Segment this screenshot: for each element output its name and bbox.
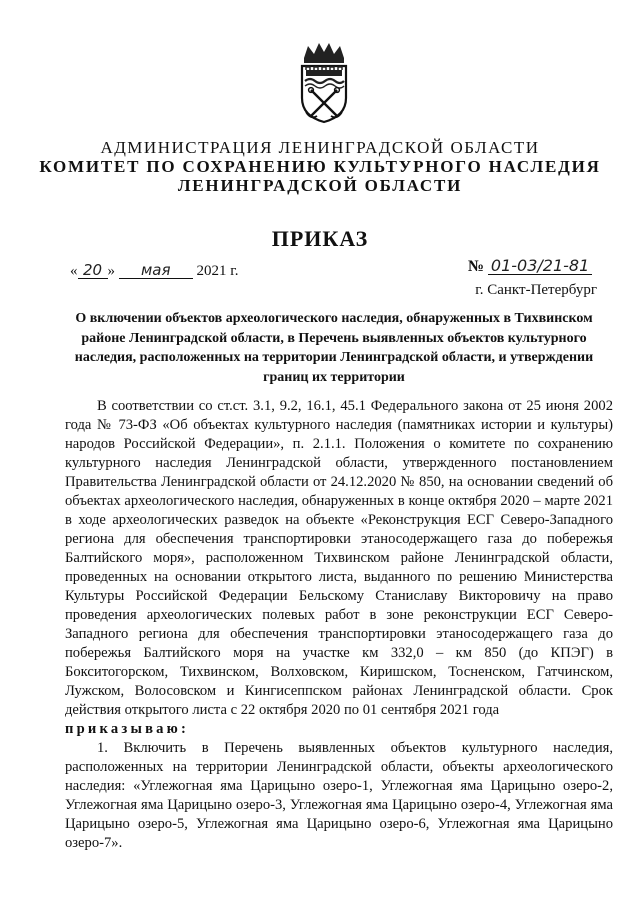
date-day: 20 [78,262,108,279]
number-value: 01-03/21-81 [488,258,592,275]
coat-of-arms-icon [296,40,352,124]
order-title: О включении объектов археологического наследия, обнаруженных в Тихвинском районе Ленинградской области, в Перечень выявленных объектов культурного наследия, расположенных на территории Ленинградской области, и утверждении границ их территории [74,311,594,385]
organization-line-1: АДМИНИСТРАЦИЯ ЛЕНИНГРАДСКОЙ ОБЛАСТИ [100,138,540,157]
date-year: 2021 г. [196,263,239,279]
order-body [65,397,613,853]
organization-line-2: КОМИТЕТ ПО СОХРАНЕНИЮ КУЛЬТУРНОГО НАСЛЕДИЯ [39,157,601,176]
issue-place: г. Санкт-Петербург [475,282,597,298]
document-date [70,262,238,280]
number-sign: № [468,258,485,275]
preamble-paragraph: В соответствии со ст.ст. 3.1, 9.2, 16.1, 45.1 Федерального закона от 25 июня 2002 года № 73-ФЗ «Об объектах культурного наследия (памятниках истории и культуры) народов Российской Федерации», п. 2.1.1. Положения о комитете по сохранению культурного наследия Ленинградской области, утвержденного постановлением Правительства Ленинградской области от 24.12.2020 № 850, на основании сведений об объектах археологического наследия, обнаруженных в конце октября 2020 – марте 2021 в ходе археологических разведок на объекте «Реконструкция ЕСГ Северо-Западного региона для обеспечения транспортировки этаносодержащего газа до побережья Балтийского моря», расположенном Тихвинском районе Ленинградской области, проведенных на основании открытого листа, выданного по решению Министерства Культуры Российской Федерации Бельскому Станиславу Викторовичу на право проведения археологических полевых работ в зоне реконструкции ЕСГ Северо-Западного региона для обеспечения транспортировки этаносодержащего газа до побережья Балтийского моря на участке км 332,0 – км 850 (до КПЭГ) в Бокситогорском, Тихвинском, Волховском, Киришском, Тосненском, Гатчинском, Лужском, Волосовском и Кингисеппском районах Ленинградской области. Срок действия открытого листа с 22 октября 2020 по 01 сентября 2021 года [65,398,613,718]
order-item-1: 1. Включить в Перечень выявленных объектов культурного наследия, расположенных на территории Ленинградской области, объекты археологического наследия: «Углежогная яма Царицыно озеро-1, Углежогная яма Царицыно озеро-2, Углежогная яма Царицыно озеро-3, Углежогная яма Царицыно озеро-4, Углежогная яма Царицыно озеро-5, Углежогная яма Царицыно озеро-6, Углежогная яма Царицыно озеро-7». [65,740,613,851]
document-number [468,258,592,276]
date-close-quote: » [107,263,115,279]
date-month: мая [119,262,193,279]
date-open-quote: « [70,263,78,279]
organization-line-3: ЛЕНИНГРАДСКОЙ ОБЛАСТИ [177,176,463,195]
document-type-heading: ПРИКАЗ [271,226,369,251]
orders-keyword: приказываю: [65,721,190,737]
